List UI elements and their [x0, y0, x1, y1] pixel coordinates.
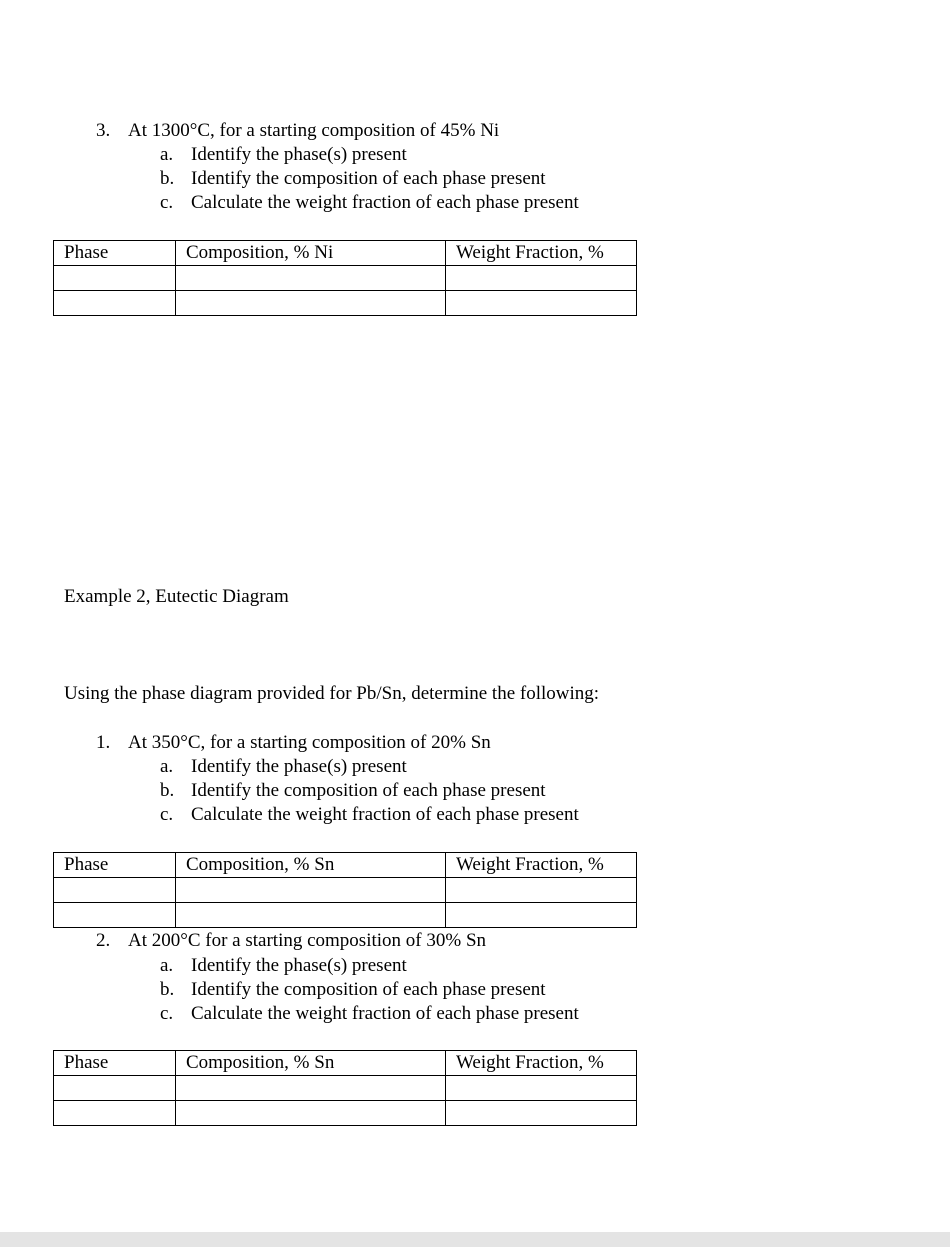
table-cell[interactable]: [446, 1076, 637, 1101]
subitem-text: Identify the composition of each phase present: [191, 979, 546, 1000]
table-header-row: [54, 853, 637, 878]
table-row: [54, 266, 637, 291]
header-weight-fraction: Weight Fraction, %: [446, 241, 637, 266]
subitem-text: Identify the phase(s) present: [191, 955, 407, 976]
table-cell[interactable]: [446, 903, 637, 928]
subitem-text: Calculate the weight fraction of each phase present: [191, 192, 579, 213]
question-2-table: [53, 1050, 637, 1126]
header-weight-fraction: Weight Fraction, %: [446, 1051, 637, 1076]
question-3-number: 3.: [96, 120, 111, 141]
table-cell[interactable]: [446, 1101, 637, 1126]
page-bottom-bar: [0, 1232, 950, 1247]
question-3-table: [53, 240, 637, 316]
table-cell[interactable]: [54, 1076, 176, 1101]
header-phase: Phase: [54, 853, 176, 878]
table-cell[interactable]: [446, 878, 637, 903]
subitem-text: Identify the composition of each phase present: [191, 780, 546, 801]
table-cell[interactable]: [54, 878, 176, 903]
table-row: [54, 903, 637, 928]
table-row: [54, 291, 637, 316]
table-cell[interactable]: [176, 291, 446, 316]
table-header-row: [54, 241, 637, 266]
table-cell[interactable]: [446, 266, 637, 291]
table-cell[interactable]: [176, 903, 446, 928]
table-cell[interactable]: [176, 878, 446, 903]
question-1-text: At 350°C, for a starting composition of 20% Sn: [128, 732, 491, 753]
subitem-marker: c.: [160, 1003, 174, 1024]
subitem-marker: a.: [160, 955, 174, 976]
header-weight-fraction: Weight Fraction, %: [446, 853, 637, 878]
subitem-marker: b.: [160, 780, 175, 801]
subitem-marker: b.: [160, 979, 175, 1000]
table-cell[interactable]: [176, 1076, 446, 1101]
subitem-marker: b.: [160, 168, 175, 189]
subitem-text: Calculate the weight fraction of each phase present: [191, 804, 579, 825]
table-row: [54, 878, 637, 903]
subitem-marker: c.: [160, 804, 174, 825]
subitem-marker: a.: [160, 756, 174, 777]
example-2-heading: Example 2, Eutectic Diagram: [64, 586, 289, 607]
question-1-number: 1.: [96, 732, 111, 753]
question-2-text: At 200°C for a starting composition of 30% Sn: [128, 930, 487, 951]
table-cell[interactable]: [54, 291, 176, 316]
question-3-text: At 1300°C, for a starting composition of 45% Ni: [128, 120, 500, 141]
header-composition: Composition, % Sn: [176, 1051, 446, 1076]
example-2-intro: Using the phase diagram provided for Pb/Sn, determine the following:: [64, 683, 600, 704]
question-2-number: 2.: [96, 930, 111, 951]
subitem-text: Identify the phase(s) present: [191, 144, 407, 165]
subitem-marker: c.: [160, 192, 174, 213]
table-cell[interactable]: [54, 903, 176, 928]
table-row: [54, 1076, 637, 1101]
table-cell[interactable]: [446, 291, 637, 316]
table-cell[interactable]: [54, 1101, 176, 1126]
subitem-marker: a.: [160, 144, 174, 165]
subitem-text: Calculate the weight fraction of each phase present: [191, 1003, 579, 1024]
table-cell[interactable]: [176, 1101, 446, 1126]
header-phase: Phase: [54, 1051, 176, 1076]
question-1-table: [53, 852, 637, 928]
subitem-text: Identify the phase(s) present: [191, 756, 407, 777]
table-cell[interactable]: [176, 266, 446, 291]
header-phase: Phase: [54, 241, 176, 266]
table-row: [54, 1101, 637, 1126]
header-composition: Composition, % Sn: [176, 853, 446, 878]
table-cell[interactable]: [54, 266, 176, 291]
table-header-row: [54, 1051, 637, 1076]
subitem-text: Identify the composition of each phase present: [191, 168, 546, 189]
header-composition: Composition, % Ni: [176, 241, 446, 266]
